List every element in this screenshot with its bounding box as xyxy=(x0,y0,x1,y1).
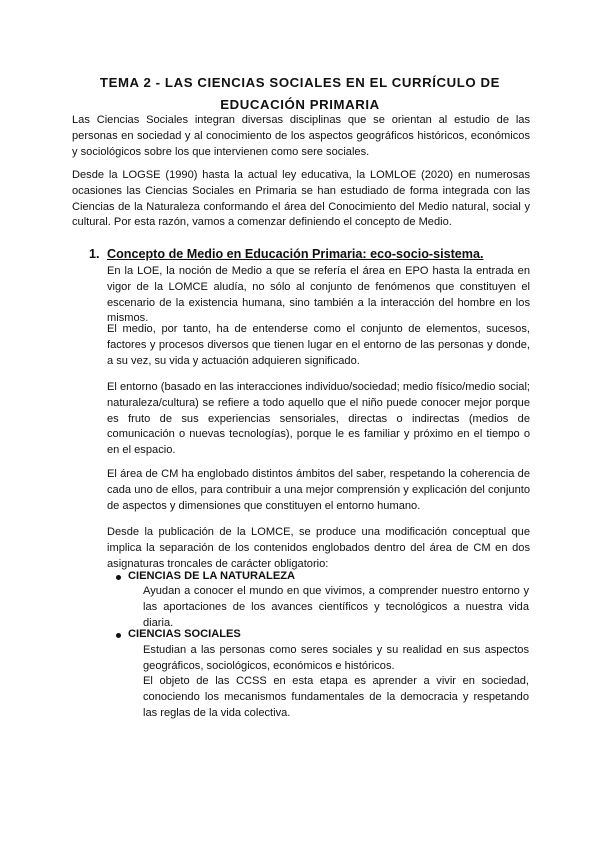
bullet-1-title: CIENCIAS DE LA NATURALEZA xyxy=(128,570,296,582)
section-1-paragraph-1: En la LOE, la noción de Medio a que se refería el área en EPO hasta la entrada en vigor de la LOMCE aludía, no sólo al conjunto de fenómenos que constituyen el escenario de la existencia humana, sino también a la interacción del hombre en los mismos. xyxy=(107,265,530,325)
section-1-paragraph-3: El entorno (basado en las interacciones individuo/sociedad; medio físico/medio social; naturaleza/cultura) se refiere a todo aquello que el niño puede conocer mejor porque es fruto de sus experiencias sensoriales, directas o indirectas (medios de comunicación o nuevas tecnologías), porque le es familiar y próximo en el tiempo o en el espacio. xyxy=(107,381,530,457)
section-1-paragraph-5: Desde la publicación de la LOMCE, se produce una modificación conceptual que implica la separación de los contenidos englobados dentro del área de CM en dos asignaturas troncales de carácter obligatorio: xyxy=(107,526,530,570)
bullet-2-title: CIENCIAS SOCIALES xyxy=(128,628,241,640)
bullet-icon xyxy=(116,575,121,580)
title-line-2: EDUCACIÓN PRIMARIA xyxy=(220,97,380,112)
bullet-icon xyxy=(116,633,121,638)
bullet-1-text: Ayudan a conocer el mundo en que vivimos, a comprender nuestro entorno y las aportaciones de los avances científicos y tecnológicos a nuestra vida diaria. xyxy=(143,585,529,629)
title-line-1: TEMA 2 - LAS CIENCIAS SOCIALES EN EL CURRÍCULO DE xyxy=(99,75,501,90)
history-paragraph: Desde la LOGSE (1990) hasta la actual ley educativa, la LOMLOE (2020) en numerosas ocasiones las Ciencias Sociales en Primaria se han estudiado de forma integrada con las Ciencias de la Naturaleza conformando el área del Conocimiento del Medio natural, social y cultural. Por esta razón, vamos a comenzar definiendo el concepto de Medio. xyxy=(72,169,530,229)
bullet-2-text-2: El objeto de las CCSS en esta etapa es aprender a vivir en sociedad, conociendo los mecanismos fundamentales de la democracia y respetando las reglas de la vida colectiva. xyxy=(143,675,529,719)
page-title xyxy=(72,72,528,116)
section-1-paragraph-2: El medio, por tanto, ha de entenderse como el conjunto de elementos, sucesos, factores y procesos diversos que tienen lugar en el entorno de las personas y donde, a su vez, su vida y actuación adquieren significado. xyxy=(107,323,530,367)
intro-paragraph: Las Ciencias Sociales integran diversas disciplinas que se orientan al estudio de las personas en sociedad y al conocimiento de los aspectos geográficos históricos, económicos y sociológicos sobre los que intervienen como sere sociales. xyxy=(72,114,530,158)
bullet-2-text: Estudian a las personas como seres sociales y su realidad en sus aspectos geográficos, sociológicos, económicos e históricos. xyxy=(143,644,529,672)
section-1-paragraph-4: El área de CM ha englobado distintos ámbitos del saber, respetando la coherencia de cada uno de ellos, para contribuir a una mejor comprensión y explicación del conjunto de aspectos y dimensiones que constituyen el entorno humano. xyxy=(107,468,530,512)
section-1-heading xyxy=(89,246,529,263)
section-1-title: Concepto de Medio en Educación Primaria: eco-socio-sistema. xyxy=(107,247,484,261)
section-1-number: 1. xyxy=(89,247,100,261)
